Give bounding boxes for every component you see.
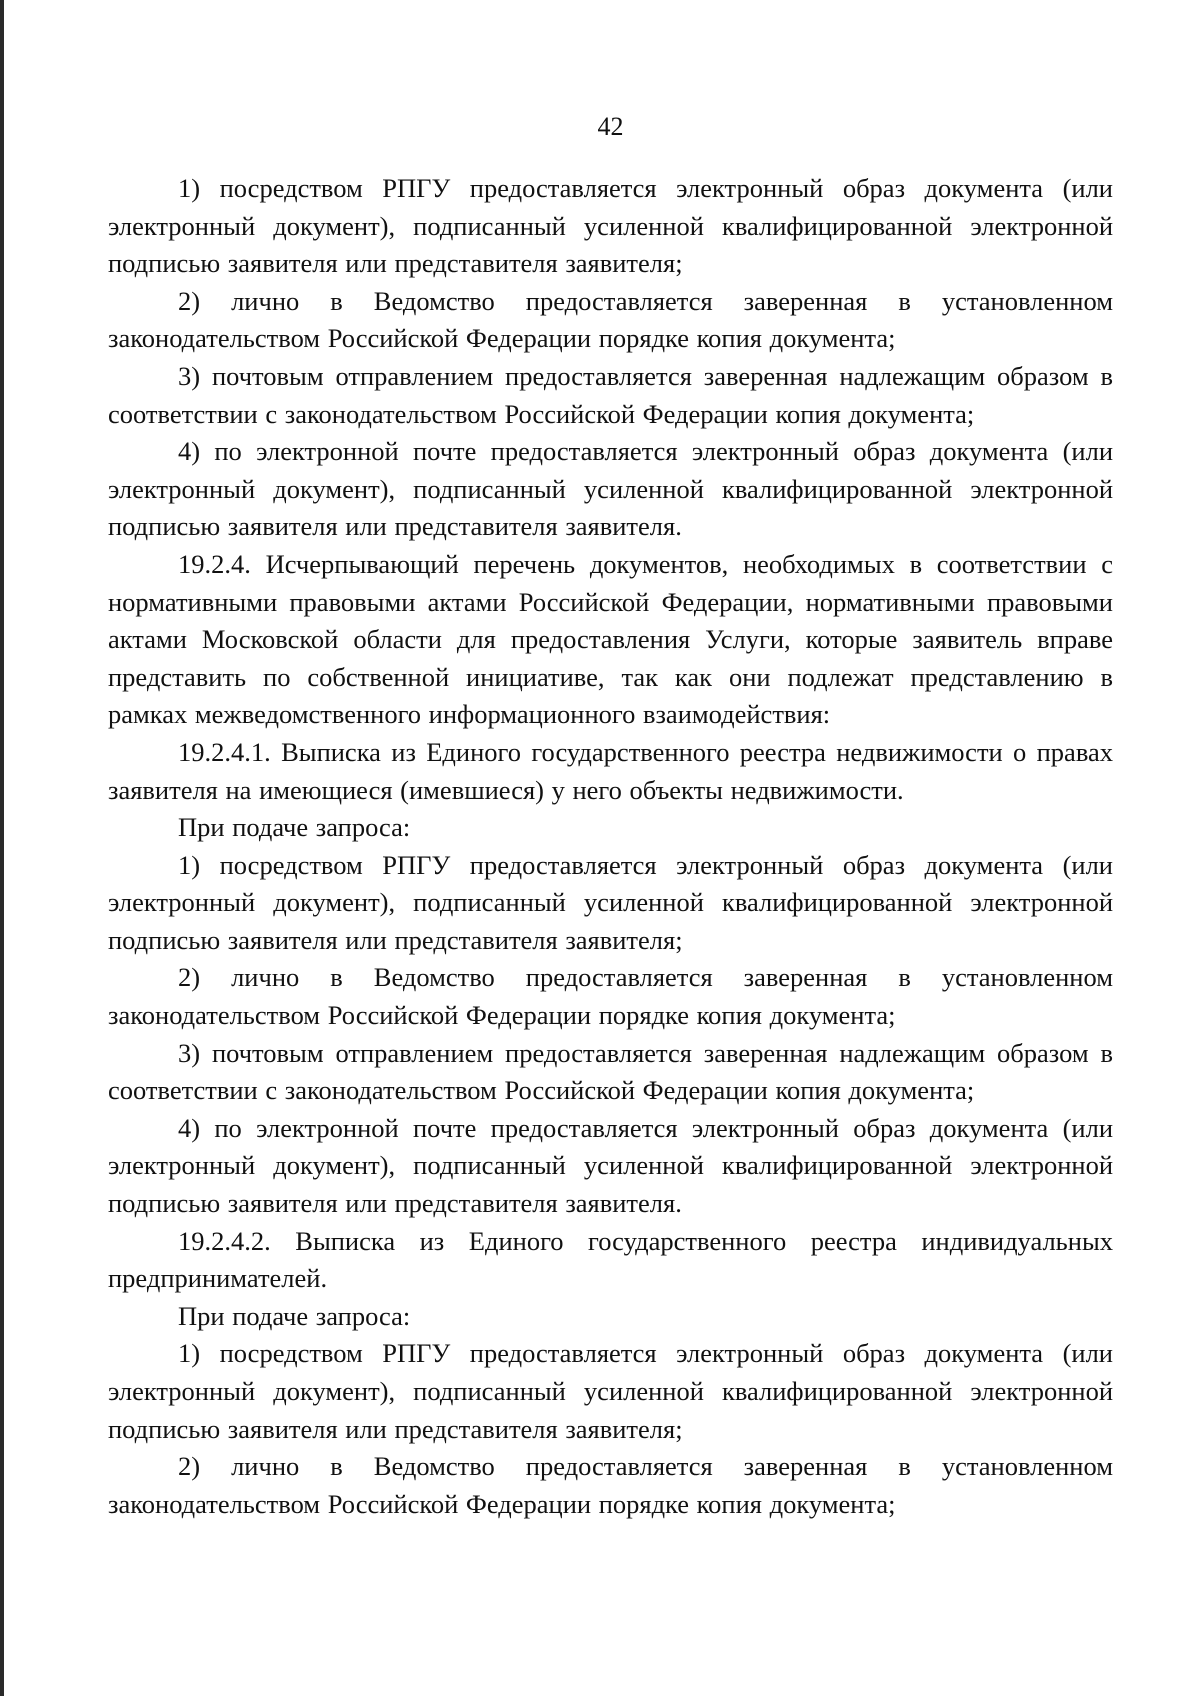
paragraph-item-3-postal: 3) почтовым отправлением предоставляется заверенная надлежащим образом в соответствии с законодательством Российской Федерации копия документа; <box>108 1037 1113 1106</box>
paragraph-item-1-rpgu: 1) посредством РПГУ предоставляется электронный образ документа (или электронный документ), подписанный усиленной квалифицированной электронной подписью заявителя или представителя заявителя; <box>108 1338 1113 1444</box>
paragraph-item-4-email: 4) по электронной почте предоставляется электронный образ документа (или электронный документ), подписанный усиленной квалифицированной электронной подписью заявителя или представителя заявителя. <box>108 1112 1113 1219</box>
paragraph-request-submission: При подаче запроса: <box>178 1300 411 1331</box>
scan-edge-border <box>0 0 4 1696</box>
paragraph-19-2-4: 19.2.4. Исчерпывающий перечень документов, необходимых в соответствии с нормативными правовыми актами Российской Федерации, нормативными правовыми актами Московской области для предоставления Услуги, которые заявитель вправе представить по собственной инициативе, так как они подлежат представлению в рамках межведомственного информационного взаимодействия: <box>108 548 1113 730</box>
paragraph-item-1-rpgu: 1) посредством РПГУ предоставляется электронный образ документа (или электронный документ), подписанный усиленной квалифицированной электронной подписью заявителя или представителя заявителя; <box>108 849 1113 955</box>
paragraph-item-3-postal: 3) почтовым отправлением предоставляется заверенная надлежащим образом в соответствии с законодательством Российской Федерации копия документа; <box>108 360 1113 429</box>
paragraph-item-2-in-person: 2) лично в Ведомство предоставляется заверенная в установленном законодательством Российской Федерации порядке копия документа; <box>108 962 1113 1031</box>
paragraph-19-2-4-2: 19.2.4.2. Выписка из Единого государственного реестра индивидуальных предпринимателей. <box>108 1225 1113 1294</box>
paragraph-19-2-4-1: 19.2.4.1. Выписка из Единого государственного реестра недвижимости о правах заявителя на имеющиеся (имевшиеся) у него объекты недвижимости. <box>108 736 1113 805</box>
page-number: 42 <box>597 112 624 141</box>
document-body <box>108 170 1113 1523</box>
paragraph-request-submission: При подаче запроса: <box>178 812 411 843</box>
paragraph-item-2-in-person: 2) лично в Ведомство предоставляется заверенная в установленном законодательством Российской Федерации порядке копия документа; <box>108 1451 1113 1519</box>
paragraph-item-2-in-person: 2) лично в Ведомство предоставляется заверенная в установленном законодательством Российской Федерации порядке копия документа; <box>108 285 1113 354</box>
paragraph-item-4-email: 4) по электронной почте предоставляется электронный образ документа (или электронный документ), подписанный усиленной квалифицированной электронной подписью заявителя или представителя заявителя. <box>108 436 1113 542</box>
paragraph-item-1-rpgu: 1) посредством РПГУ предоставляется электронный образ документа (или электронный документ), подписанный усиленной квалифицированной электронной подписью заявителя или представителя заявителя; <box>108 173 1113 279</box>
